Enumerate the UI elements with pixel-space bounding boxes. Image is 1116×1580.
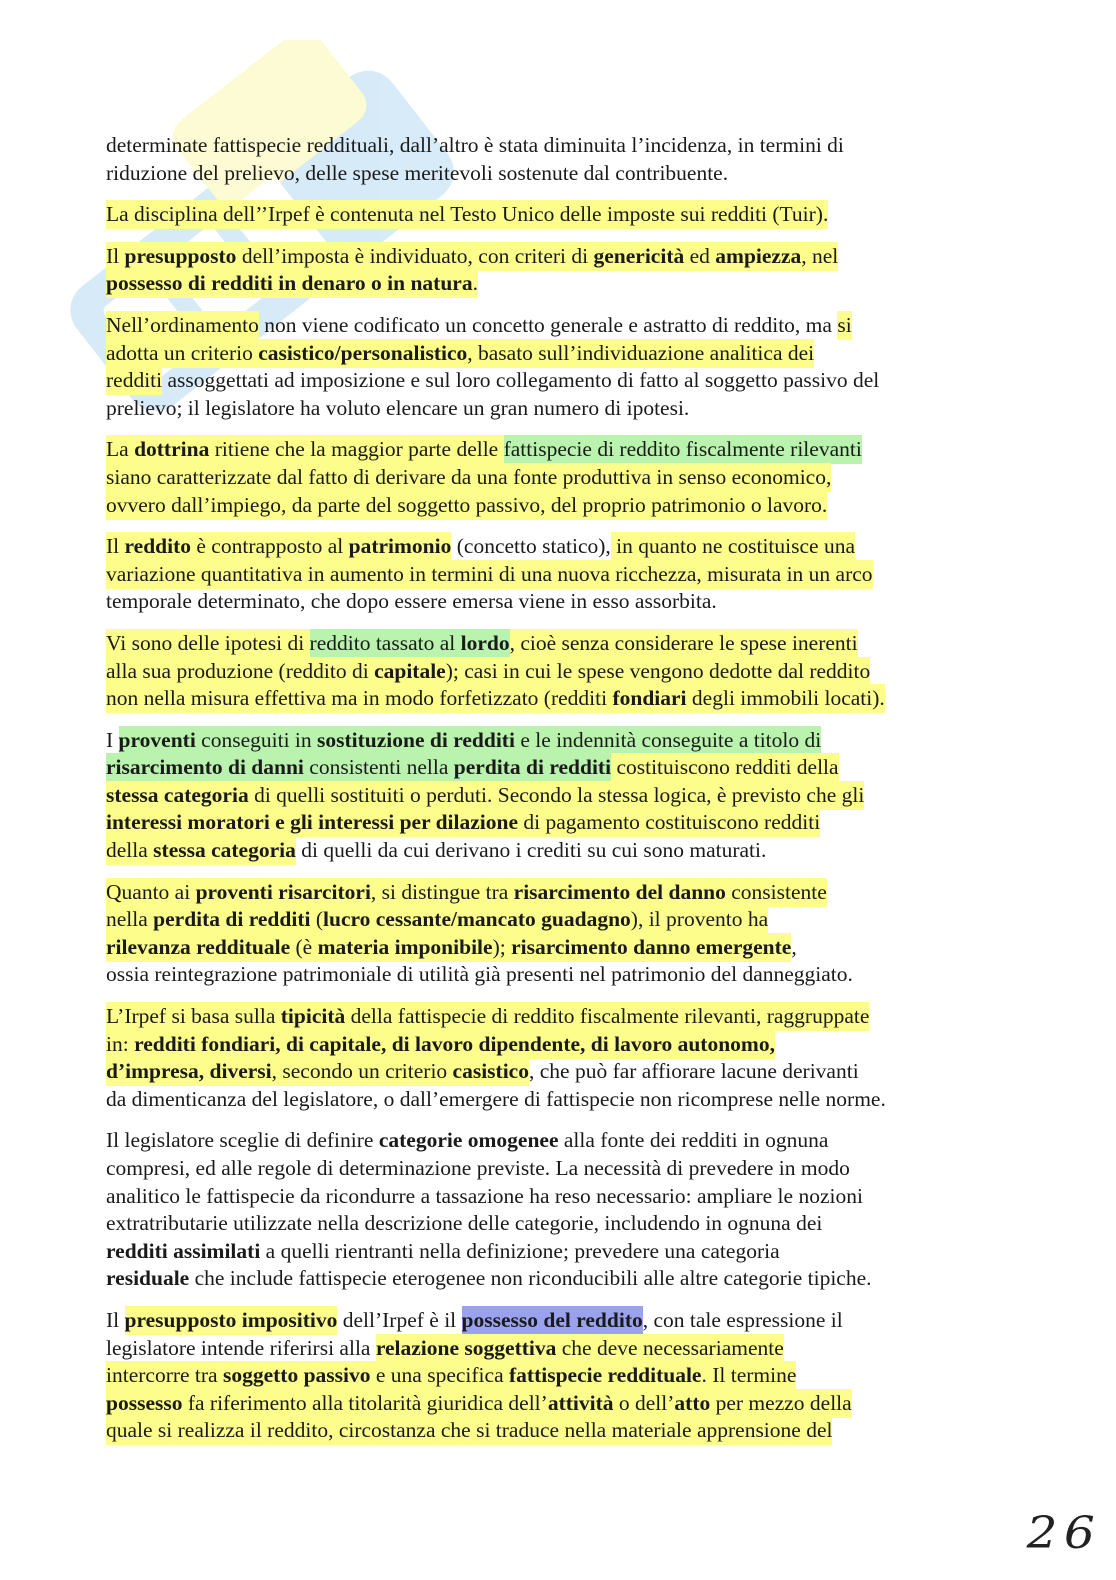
text-line — [106, 1155, 1006, 1183]
text-line — [106, 340, 1006, 368]
highlighted-text: costituiscono redditi della — [611, 753, 839, 782]
highlighted-text: (è — [290, 933, 317, 962]
text-segment: extratributarie utilizzate nella descrizione delle categorie, includendo in ognuna dei — [106, 1211, 823, 1236]
text-segment-bold: redditi assimilati — [106, 1238, 261, 1263]
text-line — [106, 685, 1006, 713]
highlighted-text-bold: fondiari — [612, 684, 686, 713]
text-line — [106, 837, 1006, 865]
highlighted-text: e le indennità conseguite a titolo di — [515, 726, 821, 755]
highlighted-text: intercorre tra — [106, 1361, 223, 1390]
highlighted-text: è contrapposto al — [191, 532, 349, 561]
highlighted-text: si — [837, 311, 851, 340]
highlighted-text: ), il provento ha — [631, 905, 768, 934]
highlighted-text: della fattispecie di reddito fiscalmente rilevanti, raggruppate — [345, 1002, 869, 1031]
highlighted-text: adotta un criterio — [106, 339, 258, 368]
highlighted-text: non nella misura effettiva ma in modo forfetizzato (redditi — [106, 684, 612, 713]
highlighted-text: ); casi in cui le spese vengono dedotte dal reddito — [446, 657, 871, 686]
highlighted-text: degli immobili locati). — [687, 684, 885, 713]
text-segment: alla fonte dei redditi in ognuna — [558, 1128, 829, 1153]
text-line — [106, 1307, 1006, 1335]
highlighted-text-bold: materia imponibile — [318, 933, 493, 962]
paragraph — [106, 243, 1006, 298]
highlighted-text: , secondo un criterio — [272, 1057, 453, 1086]
highlighted-text: in: — [106, 1030, 134, 1059]
highlighted-text-bold: sostituzione di redditi — [317, 726, 515, 755]
highlighted-text: consistente — [726, 878, 827, 907]
paragraph — [106, 1307, 1006, 1445]
highlighted-text-bold: proventi — [119, 726, 196, 755]
highlighted-text: Il — [106, 532, 125, 561]
paragraph — [106, 436, 1006, 519]
text-line — [106, 160, 1006, 188]
highlighted-text-bold: perdita di redditi — [454, 753, 611, 782]
highlighted-text-bold: possesso di redditi in denaro o in natura — [106, 269, 473, 298]
highlighted-text: siano caratterizzate dal fatto di derivare da una fonte produttiva in senso economico, — [106, 463, 831, 492]
text-line — [106, 492, 1006, 520]
highlighted-text: quale si realizza il reddito, circostanza che si traduce nella materiale apprensione del — [106, 1416, 832, 1445]
text-line — [106, 1238, 1006, 1266]
text-line — [106, 1210, 1006, 1238]
highlighted-text-bold: presupposto impositivo — [125, 1306, 338, 1335]
text-segment: non viene codificato un concetto generale e astratto di reddito, ma — [258, 312, 838, 337]
highlighted-text-bold: interessi moratori e gli interessi per dilazione — [106, 808, 518, 837]
highlighted-text: Quanto ai — [106, 878, 196, 907]
highlighted-text-bold: dottrina — [134, 435, 209, 464]
text-line — [106, 395, 1006, 423]
paragraph — [106, 1003, 1006, 1113]
paragraph — [106, 201, 1006, 229]
highlighted-text: ritiene che la maggior parte delle — [209, 435, 503, 464]
text-line — [106, 201, 1006, 229]
highlighted-text: conseguiti in — [196, 726, 317, 755]
highlighted-text: Vi sono delle ipotesi di — [106, 629, 310, 658]
highlighted-text-bold: reddito — [125, 532, 192, 561]
highlighted-text: ( — [310, 905, 323, 934]
highlighted-text-bold: possesso del reddito — [462, 1306, 643, 1335]
text-line — [106, 588, 1006, 616]
text-line — [106, 809, 1006, 837]
highlighted-text: , basato sull’individuazione analitica dei — [467, 339, 814, 368]
highlighted-text: Il — [106, 242, 125, 271]
highlighted-text-bold: presupposto — [125, 242, 237, 271]
paragraph — [106, 132, 1006, 187]
text-line — [106, 1127, 1006, 1155]
text-segment: , con tale espressione il — [642, 1307, 843, 1332]
highlighted-text: e una specifica — [371, 1361, 509, 1390]
highlighted-text: ovvero dall’impiego, da parte del soggetto passivo, del proprio patrimonio o lavoro. — [106, 491, 827, 520]
text-line — [106, 367, 1006, 395]
highlighted-text-bold: casistico/personalistico — [258, 339, 467, 368]
highlighted-text: La — [106, 435, 134, 464]
highlighted-text-bold: attività — [548, 1389, 614, 1418]
highlighted-text-bold: soggetto passivo — [223, 1361, 371, 1390]
highlighted-text-bold: casistico — [453, 1057, 529, 1086]
paragraph — [106, 727, 1006, 865]
text-line — [106, 630, 1006, 658]
text-segment: determinate fattispecie reddituali, dall’altro è stata diminuita l’incidenza, in termini di — [106, 133, 844, 157]
text-line — [106, 879, 1006, 907]
text-segment: Il — [106, 1307, 125, 1332]
highlighted-text-bold: risarcimento danno emergente — [511, 933, 791, 962]
text-line — [106, 1390, 1006, 1418]
highlighted-text-bold: d’impresa, diversi — [106, 1057, 272, 1086]
text-segment: riduzione del prelievo, delle spese meritevoli sostenute dal contribuente. — [106, 160, 729, 185]
text-line — [106, 243, 1006, 271]
highlighted-text: ); — [493, 933, 512, 962]
highlighted-text: in quanto ne costituisce una — [611, 532, 855, 561]
text-line — [106, 1335, 1006, 1363]
highlighted-text-bold: stessa categoria — [106, 781, 249, 810]
highlighted-text-bold: genericità — [594, 242, 685, 271]
highlighted-text: che deve necessariamente — [556, 1334, 783, 1363]
highlighted-text: di quelli sostituiti o perduti. Secondo la stessa logica, è previsto che gli — [249, 781, 865, 810]
text-segment: compresi, ed alle regole di determinazione previste. La necessità di prevedere in modo — [106, 1156, 850, 1180]
highlighted-text: per mezzo della — [710, 1389, 851, 1418]
text-line — [106, 658, 1006, 686]
text-line — [106, 312, 1006, 340]
highlighted-text-bold: patrimonio — [349, 532, 452, 561]
highlighted-text: ed — [684, 242, 715, 271]
highlighted-text: , nel — [801, 242, 838, 271]
text-segment: , — [791, 934, 797, 959]
highlighted-text-bold: proventi risarcitori — [196, 878, 371, 907]
text-line — [106, 464, 1006, 492]
highlighted-text-bold: tipicità — [281, 1002, 346, 1031]
text-line — [106, 1086, 1006, 1114]
text-line — [106, 561, 1006, 589]
text-segment: prelievo; il legislatore ha voluto elencare un gran numero di ipotesi. — [106, 395, 690, 420]
highlighted-text-bold: risarcimento del danno — [514, 878, 726, 907]
highlighted-text-bold: stessa categoria — [153, 836, 296, 865]
highlighted-text-bold: perdita di redditi — [153, 905, 310, 934]
highlighted-text: consistenti nella — [304, 753, 454, 782]
text-line — [106, 1417, 1006, 1445]
text-segment: di quelli da cui derivano i crediti su cui sono maturati. — [295, 838, 767, 863]
highlighted-text: , si distingue tra — [371, 878, 514, 907]
paragraph — [106, 533, 1006, 616]
highlighted-text: della — [106, 836, 153, 865]
text-segment: dell’Irpef è il — [337, 1307, 462, 1332]
highlighted-text-bold: lucro cessante/mancato guadagno — [323, 905, 631, 934]
highlighted-text: di pagamento costituiscono redditi — [518, 808, 820, 837]
text-segment-bold: residuale — [106, 1266, 190, 1291]
paragraph — [106, 312, 1006, 422]
highlighted-text: nella — [106, 905, 153, 934]
highlighted-text: La disciplina dell’’Irpef è contenuta nel Testo Unico delle imposte sui redditi (Tuir). — [106, 200, 828, 229]
text-line — [106, 1058, 1006, 1086]
highlighted-text: dell’imposta è individuato, con criteri di — [236, 242, 593, 271]
text-line — [106, 934, 1006, 962]
paragraph — [106, 879, 1006, 989]
text-segment: temporale determinato, che dopo essere emersa viene in esso assorbita. — [106, 589, 717, 614]
text-segment: a quelli rientranti nella definizione; prevedere una categoria — [260, 1238, 780, 1263]
highlighted-text: o dell’ — [614, 1389, 675, 1418]
text-line — [106, 1362, 1006, 1390]
text-line — [106, 1003, 1006, 1031]
paragraph — [106, 1127, 1006, 1293]
text-segment: assoggettati ad imposizione e sul loro collegamento di fatto al soggetto passivo del — [162, 368, 880, 393]
highlighted-text: reddito tassato al — [310, 629, 461, 658]
highlighted-text-bold: risarcimento di danni — [106, 753, 304, 782]
text-segment: legislatore intende riferirsi alla — [106, 1335, 376, 1360]
highlighted-text-bold: capitale — [374, 657, 446, 686]
text-line — [106, 1031, 1006, 1059]
text-segment: (concetto statico), — [451, 534, 611, 559]
highlighted-text-bold: relazione soggettiva — [376, 1334, 557, 1363]
text-line — [106, 906, 1006, 934]
highlighted-text-bold: ampiezza — [715, 242, 801, 271]
highlighted-text: , cioè senza considerare le spese inerenti — [510, 629, 858, 658]
document-body — [106, 132, 1006, 1459]
text-line — [106, 270, 1006, 298]
text-segment-bold: categorie omogenee — [378, 1128, 559, 1153]
highlighted-text: L’Irpef si basa sulla — [106, 1002, 281, 1031]
text-line — [106, 727, 1006, 755]
highlighted-text-bold: fattispecie reddituale — [509, 1361, 701, 1390]
highlighted-text: redditi — [106, 366, 162, 395]
highlighted-text: . — [473, 269, 478, 298]
text-segment: ossia reintegrazione patrimoniale di utilità già presenti nel patrimonio del danneggiato. — [106, 962, 853, 987]
highlighted-text: fa riferimento alla titolarità giuridica dell’ — [182, 1389, 547, 1418]
text-line — [106, 436, 1006, 464]
highlighted-text: . Il termine — [701, 1361, 796, 1390]
text-line — [106, 1265, 1006, 1293]
highlighted-text-bold: atto — [674, 1389, 710, 1418]
text-line — [106, 782, 1006, 810]
text-segment: , che può far affiorare lacune derivanti — [528, 1059, 859, 1084]
highlighted-text-bold: redditi fondiari, di capitale, di lavoro dipendente, di lavoro autonomo, — [134, 1030, 775, 1059]
highlighted-text: alla sua produzione (reddito di — [106, 657, 374, 686]
text-segment: da dimenticanza del legislatore, o dall’emergere di fattispecie non ricomprese nelle norme. — [106, 1086, 886, 1111]
page-number: 26 — [1026, 1508, 1102, 1559]
highlighted-text: Nell’ordinamento — [106, 311, 259, 340]
text-segment: I — [106, 727, 119, 752]
text-line — [106, 533, 1006, 561]
text-segment: Il legislatore sceglie di definire — [106, 1128, 379, 1153]
text-line — [106, 961, 1006, 989]
text-line — [106, 1183, 1006, 1211]
text-line — [106, 132, 1006, 160]
text-line — [106, 754, 1006, 782]
paragraph — [106, 630, 1006, 713]
highlighted-text-bold: lordo — [461, 629, 510, 658]
highlighted-text: fattispecie di reddito fiscalmente rilevanti — [504, 435, 862, 464]
text-segment: analitico le fattispecie da ricondurre a tassazione ha reso necessario: ampliare le nozioni — [106, 1183, 863, 1208]
highlighted-text: variazione quantitativa in aumento in termini di una nuova ricchezza, misurata in un arco — [106, 560, 873, 589]
text-segment: che include fattispecie eterogenee non riconducibili alle altre categorie tipiche. — [189, 1266, 872, 1291]
highlighted-text-bold: rilevanza reddituale — [106, 933, 290, 962]
highlighted-text-bold: possesso — [106, 1389, 182, 1418]
